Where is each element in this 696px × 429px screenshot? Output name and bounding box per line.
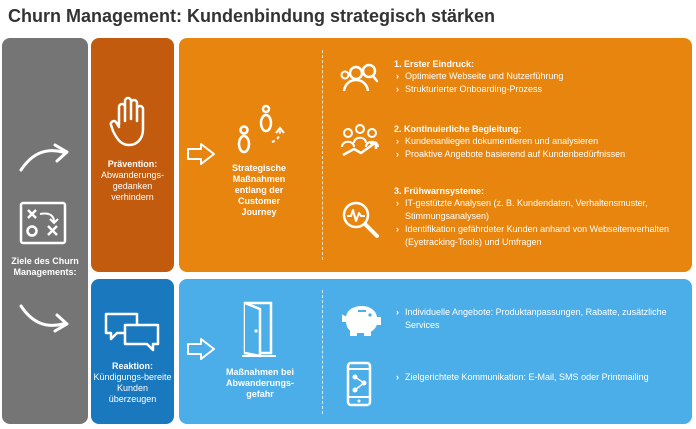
arrow-right-icon (186, 337, 216, 361)
analytics-magnifier-icon (341, 200, 381, 240)
tactics-board-icon (18, 200, 68, 246)
measures-label: Maßnahmen bei Abwanderungs-gefahr (225, 367, 294, 399)
item-title: 2. Kontinuierliche Begleitung: (394, 124, 522, 134)
stop-hand-icon (109, 95, 153, 147)
strategy-label: Strategische Maßnahmen entlang der Customer Journey (231, 163, 287, 217)
item-title: 3. Frühwarnsysteme: (394, 186, 485, 196)
prevention-divider (322, 50, 323, 260)
prevention-description: Abwanderungs-gedanken verhindern (100, 170, 165, 202)
arrow-right-icon (186, 142, 216, 166)
arrow-curve-up-icon (17, 142, 73, 176)
item-title: 1. Erster Eindruck: (394, 59, 475, 69)
bullet: › Zielgerichtete Kommunikation: E-Mail, SMS oder Printmailing (394, 371, 686, 384)
prevention-heading: Prävention: (107, 159, 158, 169)
reaction-heading: Reaktion: (111, 361, 153, 371)
goals-label: Ziele des Churn Managements: (11, 256, 79, 277)
chat-bubbles-icon (103, 311, 161, 351)
bullet: › Identifikation gefährdeter Kunden anhand von Webseitenverhalten (Eyetracking-Tools) und Umfragen (394, 223, 686, 249)
bullet: › Strukturierter Onboarding-Prozess (394, 83, 686, 96)
reaction-item-2 (394, 371, 686, 384)
prevention-panel (91, 38, 174, 272)
smartphone-network-icon (346, 361, 374, 409)
bullet: › Optimierte Webseite und Nutzerführung (394, 70, 686, 83)
footsteps-icon (232, 106, 288, 156)
bullet: › Individuelle Angebote: Produktanpassungen, Rabatte, zusätzliche Services (394, 306, 686, 332)
bullet: › IT-gestützte Analysen (z. B. Kundendaten, Verhaltensmuster, Stimmungsanalysen) (394, 197, 686, 223)
piggy-bank-icon (340, 304, 382, 336)
prevention-text (92, 159, 173, 203)
bullet: › Kundenanliegen dokumentieren und analysieren (394, 135, 686, 148)
bullet: › Proaktive Angebote basierend auf Kundenbedürfnissen (394, 148, 686, 161)
prevention-item-2 (394, 123, 686, 161)
reaction-item-1 (394, 306, 686, 332)
reaction-description: Kündigungs-bereite Kunden überzeugen (93, 372, 172, 404)
prevention-item-1 (394, 58, 686, 96)
user-search-icon (339, 61, 379, 95)
page-title: Churn Management: Kundenbindung strategisch stärken (8, 6, 496, 26)
prevention-item-3 (394, 185, 686, 249)
open-door-icon (242, 300, 278, 358)
arrow-curve-down-icon (17, 302, 73, 336)
growth-team-icon (339, 123, 381, 157)
reaction-divider (322, 290, 323, 414)
reaction-text (92, 361, 173, 405)
